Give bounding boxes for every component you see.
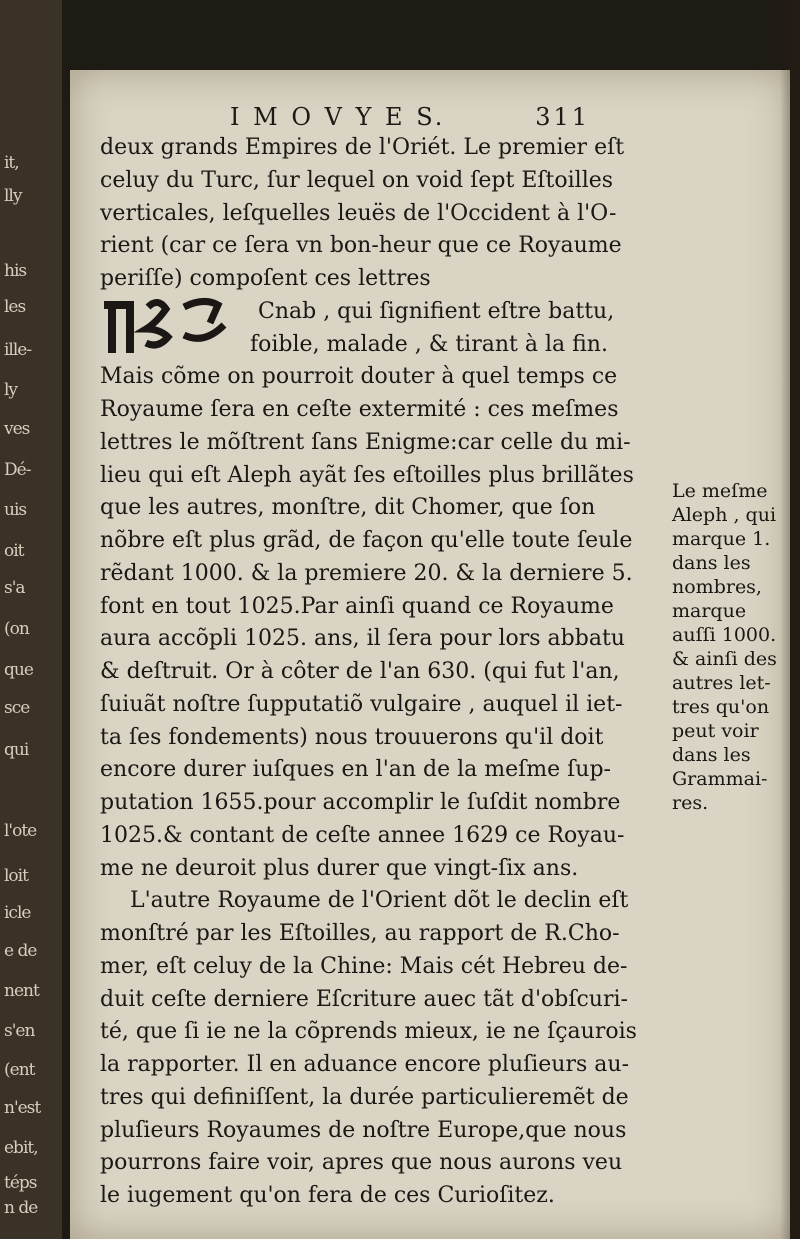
- text-line: Royaume ſera en ceſte extermité : ces meſmes: [100, 397, 619, 422]
- margin-note-line: marque 1.: [672, 528, 771, 550]
- margin-note-line: peut voir: [672, 720, 759, 742]
- strip-fragment: (ent: [4, 1060, 35, 1080]
- strip-fragment: loit: [4, 866, 28, 886]
- text-line: ta ſes fondements) nous trouuerons qu'il doit: [100, 725, 604, 750]
- text-line: mer, eſt celuy de la Chine: Mais cét Hebreu de-: [100, 954, 628, 979]
- text-line: celuy du Turc, ſur lequel on void ſept Eſtoilles: [100, 168, 614, 193]
- text-line: me ne deuroit plus durer que vingt-ſix ans.: [100, 856, 579, 881]
- margin-note-line: marque: [672, 600, 747, 622]
- text-line: 1025.& contant de ceſte annee 1629 ce Royau-: [100, 823, 625, 848]
- strip-fragment: oit: [4, 541, 24, 561]
- strip-fragment: n'est: [4, 1098, 41, 1118]
- adjacent-page-strip: [0, 0, 62, 1239]
- text-line: lettres le mõſtrent ſans Enigme:car celle du mi-: [100, 430, 631, 455]
- hebrew-letters-glyph: [100, 295, 240, 357]
- text-line: nõbre eſt plus grãd, de façon qu'elle toute ſeule: [100, 528, 633, 553]
- strip-fragment: it,: [4, 153, 19, 173]
- page-header: [230, 103, 590, 133]
- strip-fragment: his: [4, 261, 27, 281]
- text-line: verticales, leſquelles leuës de l'Occident à l'O-: [100, 201, 617, 226]
- strip-fragment: lly: [4, 186, 22, 206]
- text-line: que les autres, monſtre, dit Chomer, que ſon: [100, 495, 596, 520]
- strip-fragment: qui: [4, 740, 29, 760]
- text-line: rẽdant 1000. & la premiere 20. & la derniere 5.: [100, 561, 633, 586]
- text-line: pourrons faire voir, apres que nous aurons veu: [100, 1150, 623, 1175]
- margin-note-line: dans les: [672, 552, 751, 574]
- text-line: encore durer iuſques en l'an de la meſme ſup-: [100, 757, 611, 782]
- margin-note-line: Grammai-: [672, 768, 768, 790]
- margin-note-line: auſſi 1000.: [672, 624, 777, 646]
- margin-note-line: Aleph , qui: [672, 504, 777, 526]
- page-number: 311: [535, 103, 590, 131]
- margin-note-line: & ainſi des: [672, 648, 777, 670]
- strip-fragment: (on: [4, 619, 29, 639]
- strip-fragment: ves: [4, 419, 30, 439]
- text-line: putation 1655.pour accomplir le ſuſdit nombre: [100, 790, 621, 815]
- text-line: periſſe) compoſent ces lettres: [100, 266, 431, 291]
- strip-fragment: les: [4, 297, 26, 317]
- text-line: deux grands Empires de l'Oriét. Le premier eſt: [100, 135, 625, 160]
- margin-note-line: autres let-: [672, 672, 771, 694]
- strip-fragment: s'en: [4, 1021, 35, 1041]
- strip-fragment: l'ote: [4, 821, 37, 841]
- strip-fragment: icle: [4, 903, 31, 923]
- strip-fragment: Dé-: [4, 460, 31, 480]
- text-line: tres qui definiſſent, la durée particulieremẽt de: [100, 1085, 629, 1110]
- text-line: rient (car ce ſera vn bon-heur que ce Royaume: [100, 233, 622, 258]
- strip-fragment: s'a: [4, 578, 25, 598]
- strip-fragment: sce: [4, 698, 30, 718]
- text-line: Mais cõme on pourroit douter à quel temps ce: [100, 364, 618, 389]
- strip-fragment: ebit,: [4, 1138, 38, 1158]
- text-line: Cnab , qui ſignifient eſtre battu,: [258, 299, 615, 324]
- text-line: font en tout 1025.Par ainſi quand ce Royaume: [100, 594, 614, 619]
- strip-fragment: e de: [4, 941, 37, 961]
- text-line: té, que ſi ie ne la cõprends mieux, ie ne ſçaurois: [100, 1019, 637, 1044]
- strip-fragment: nent: [4, 981, 39, 1001]
- text-line: foible, malade , & tirant à la fin.: [250, 332, 608, 357]
- text-line: aura accõpli 1025. ans, il ſera pour lors abbatu: [100, 626, 625, 651]
- running-title: I M O V Y E S.: [230, 103, 446, 131]
- strip-fragment: uis: [4, 500, 27, 520]
- text-line: lieu qui eſt Aleph ayãt ſes eſtoilles plus brillãtes: [100, 463, 634, 488]
- text-line: pluſieurs Royaumes de noſtre Europe,que nous: [100, 1118, 627, 1143]
- strip-fragment: ille-: [4, 340, 32, 360]
- page-edge-shadow: [780, 0, 800, 1239]
- strip-fragment: que: [4, 660, 33, 680]
- strip-fragment: n de: [4, 1198, 38, 1218]
- text-line: L'autre Royaume de l'Orient dõt le declin eſt: [130, 888, 629, 913]
- text-line: la rapporter. Il en aduance encore pluſieurs au-: [100, 1052, 629, 1077]
- text-line: le iugement qu'on fera de ces Curioſitez.: [100, 1183, 555, 1208]
- text-line: monſtré par les Eſtoilles, au rapport de R.Cho-: [100, 921, 620, 946]
- strip-fragment: téps: [4, 1173, 37, 1193]
- margin-note-line: tres qu'on: [672, 696, 770, 718]
- margin-note-line: Le meſme: [672, 480, 768, 502]
- text-line: duit ceſte derniere Eſcriture auec tãt d'obſcuri-: [100, 987, 628, 1012]
- margin-note-line: dans les: [672, 744, 751, 766]
- margin-note-line: nombres,: [672, 576, 762, 598]
- margin-note-line: res.: [672, 792, 709, 814]
- strip-fragment: ly: [4, 380, 18, 400]
- text-line: & deſtruit. Or à côter de l'an 630. (qui fut l'an,: [100, 659, 620, 684]
- text-line: ſuiuãt noſtre ſupputatiõ vulgaire , auquel il iet-: [100, 692, 623, 717]
